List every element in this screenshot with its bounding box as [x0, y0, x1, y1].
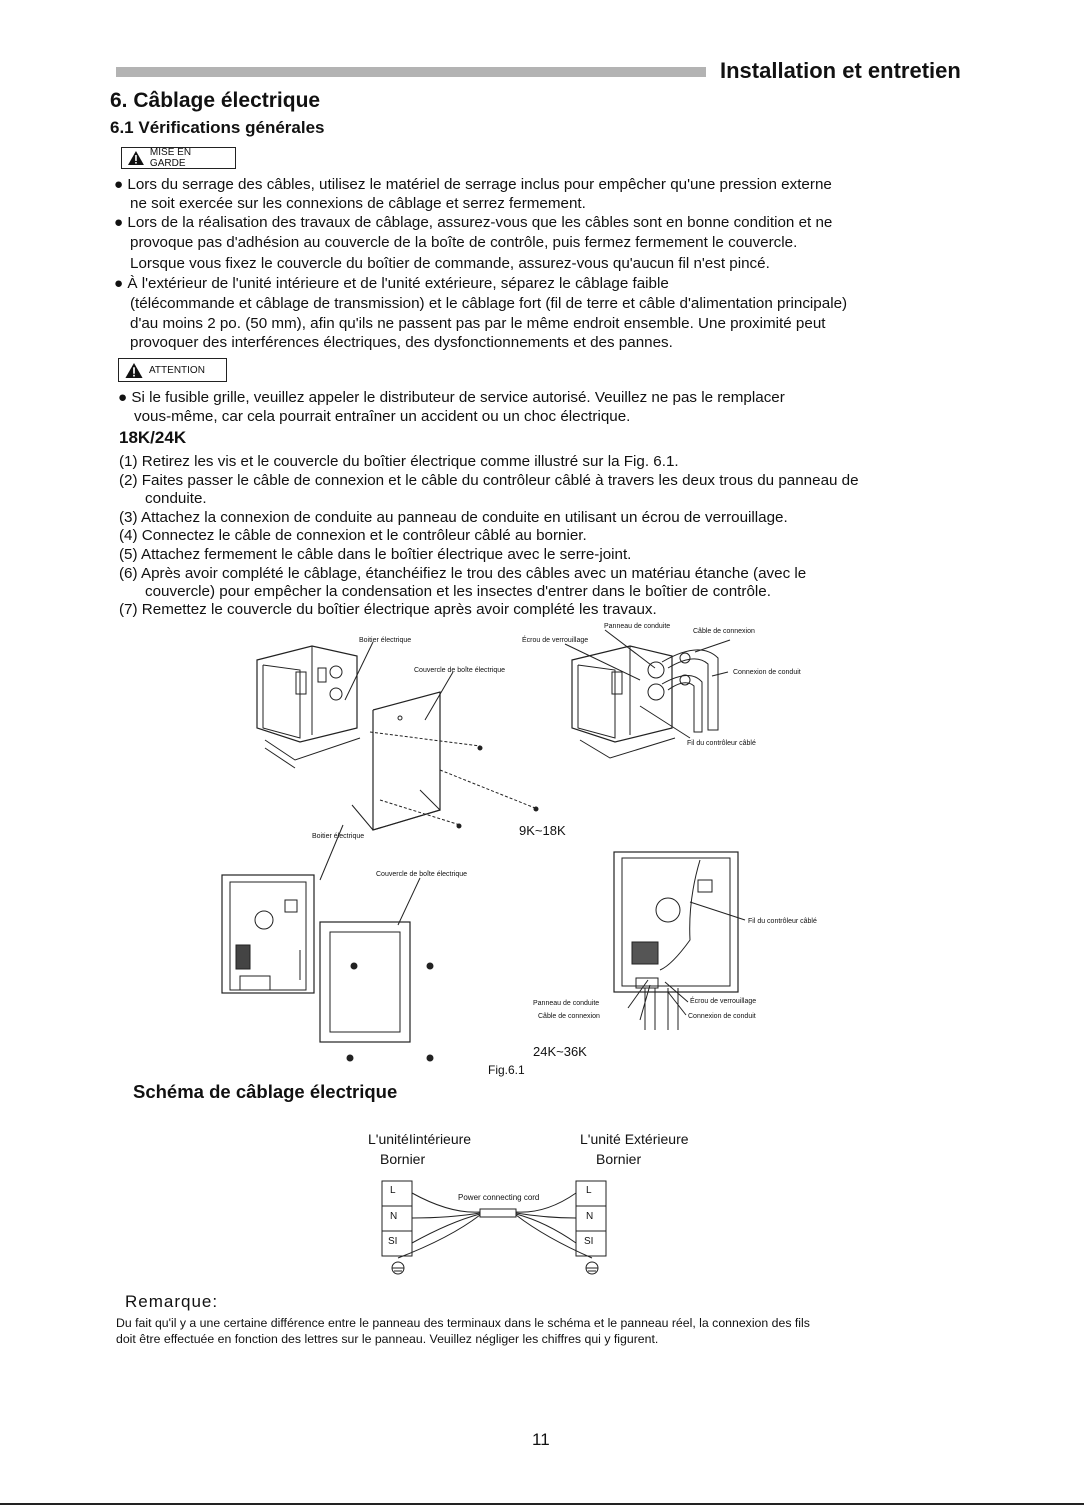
label-boitier-bottom: Boitier électrique	[312, 833, 365, 840]
section-title: 6. Câblage électrique	[110, 89, 321, 112]
attention-badge-label: ATTENTION	[149, 364, 205, 376]
label-couvercle-top: Couvercle de boîte électrique	[414, 667, 506, 674]
section-subtitle: 6.1 Vérifications générales	[110, 118, 325, 137]
indoor-terminal-n: N	[390, 1211, 398, 1222]
header-title: Installation et entretien	[720, 58, 961, 83]
remark-line: Du fait qu'il y a une certaine différence entre le panneau des terminaux dans le schéma et le panneau réel, la connexion des fils	[116, 1316, 810, 1330]
indoor-terminal-si: SI	[388, 1236, 398, 1247]
remark-title: Remarque:	[125, 1292, 219, 1311]
warning-line: provoque pas d'adhésion au couvercle de la boîte de contrôle, puis fermez fermement le couvercle.	[130, 234, 798, 251]
remark-line: doit être effectuée en fonction des lettres sur le panneau. Veuillez négliger les chiffres qui y figurent.	[116, 1332, 659, 1346]
outdoor-sub: Bornier	[596, 1151, 642, 1167]
warning-line: ● À l'extérieur de l'unité intérieure et de l'unité extérieure, séparez le câblage faible	[114, 275, 669, 292]
schema-title: Schéma de câblage électrique	[133, 1081, 398, 1102]
model-title: 18K/24K	[119, 428, 187, 447]
step-item: couvercle) pour empêcher la condensation et les insectes d'entrer dans le boîtier de contrôle.	[145, 583, 771, 600]
warning-icon	[128, 151, 144, 165]
step-item: (1) Retirez les vis et le couvercle du boîtier électrique comme illustré sur la Fig. 6.1.	[119, 453, 679, 470]
label-cable-top: Câble de connexion	[693, 628, 755, 635]
attention-badge	[118, 358, 227, 382]
header-bar	[116, 67, 706, 77]
warning-badge	[121, 147, 236, 169]
warning-line: (télécommande et câblage de transmission) et le câblage fort (fil de terre et câble d'alimentation principale)	[130, 295, 848, 312]
label-ecrou-top: Écrou de verrouillage	[522, 637, 589, 644]
attention-line: ● Si le fusible grille, veuillez appeler le distributeur de service autorisé. Veuillez ne pas le remplacer	[118, 389, 785, 406]
warning-icon	[125, 363, 143, 378]
footer-rule	[0, 1503, 1084, 1505]
label-fil-bottom: Fil du contrôleur câblé	[748, 918, 817, 925]
label-couvercle-bottom: Couvercle de boîte électrique	[376, 871, 468, 878]
step-item: (5) Attachez fermement le câble dans le boîtier électrique avec le serre-joint.	[119, 546, 632, 563]
range-label-1: 9K~18K	[519, 823, 566, 838]
figure-caption: Fig.6.1	[488, 1063, 525, 1077]
page-number: 11	[532, 1430, 550, 1449]
warning-line: Lorsque vous fixez le couvercle du boîtier de commande, assurez-vous qu'aucun fil n'est pincé.	[130, 255, 770, 272]
label-panneau-top: Panneau de conduite	[604, 623, 671, 630]
bottom-left-unit	[222, 825, 433, 1061]
outdoor-terminal-l: L	[586, 1185, 592, 1196]
label-ecrou-bottom: Écrou de verrouillage	[690, 998, 757, 1005]
figure-drawings	[0, 620, 1084, 1080]
label-fil-top: Fil du contrôleur câblé	[687, 740, 756, 747]
step-item: (4) Connectez le câble de connexion et le contrôleur câblé au bornier.	[119, 527, 587, 544]
step-item: (2) Faites passer le câble de connexion et le câble du contrôleur câblé à travers les deux trous du panneau de	[119, 472, 859, 489]
warning-line: d'au moins 2 po. (50 mm), afin qu'ils ne passent pas par le même endroit ensemble. Une proximité peut	[130, 315, 826, 332]
label-connexion-top: Connexion de conduit	[733, 669, 801, 676]
warning-line: ● Lors du serrage des câbles, utilisez le matériel de serrage inclus pour empêcher qu'une pression externe	[114, 176, 832, 193]
step-item: (3) Attachez la connexion de conduite au panneau de conduite en utilisant un écrou de verrouillage.	[119, 509, 788, 526]
label-boitier-top: Boitier électrique	[359, 637, 412, 644]
label-panneau-bottom: Panneau de conduite	[533, 1000, 600, 1007]
attention-line: vous-même, car cela pourrait entraîner un accident ou un choc électrique.	[134, 408, 631, 425]
range-label-2: 24K~36K	[533, 1044, 587, 1059]
warning-line: ne soit exercée sur les connexions de câblage et serrez fermement.	[130, 195, 586, 212]
step-item: conduite.	[145, 490, 207, 507]
label-connexion-bottom: Connexion de conduit	[688, 1013, 756, 1020]
outdoor-terminal-si: SI	[584, 1236, 594, 1247]
outdoor-terminal-n: N	[586, 1211, 594, 1222]
indoor-sub: Bornier	[380, 1151, 426, 1167]
label-cable-bottom: Câble de connexion	[538, 1013, 600, 1020]
step-item: (6) Après avoir complété le câblage, étanchéifiez le trou des câbles avec un matériau étanche (avec le	[119, 565, 807, 582]
warning-badge-label: MISE EN GARDE	[149, 147, 192, 169]
warning-line: provoquer des interférences électriques, des dysfonctionnements et des pannes.	[130, 334, 673, 351]
indoor-terminal-l: L	[390, 1185, 396, 1196]
outdoor-title: L'unité Extérieure	[580, 1131, 689, 1147]
step-item: (7) Remettez le couvercle du boîtier électrique après avoir complété les travaux.	[119, 601, 657, 618]
top-right-unit	[565, 630, 730, 758]
cord-label: Power connecting cord	[458, 1193, 540, 1202]
warning-line: ● Lors de la réalisation des travaux de câblage, assurez-vous que les câbles sont en bonne condition et ne	[114, 214, 833, 231]
indoor-title: L'unitéIintérieure	[368, 1131, 472, 1147]
